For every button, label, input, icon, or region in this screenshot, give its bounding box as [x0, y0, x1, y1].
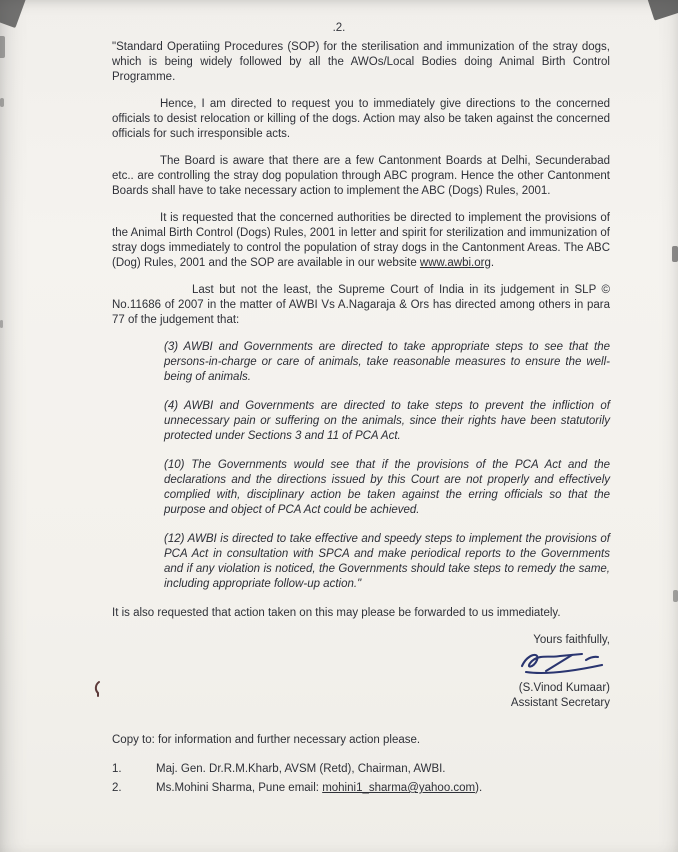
copy-to-heading: Copy to: for information and further necessary action please. — [112, 734, 421, 746]
signoff-block — [112, 633, 610, 711]
paragraph-sop: "Standard Operatiing Procedures (SOP) for the sterilisation and immunization of the stray dogs, which is being widely followed by all the AWOs/Local Bodies doing Animal Birth Control Programme. — [112, 41, 610, 83]
signature — [112, 650, 608, 681]
copy-to-item-2-after: ). — [475, 782, 483, 794]
paragraph-hence-request: Hence, I am directed to request you to immediately give directions to the concerned officials to desist relocation or killing of the dogs. Action may also be taken against the concerned officials for such irresponsible acts. — [112, 98, 610, 140]
copy-to-item-2-before: Ms.Mohini Sharma, Pune email: — [156, 782, 323, 794]
quote-para-4: (4) AWBI and Governments are directed to take steps to prevent the infliction of unnecessary pain or suffering on the animals, since their rights have been statutorily protected under Sections 3 and 11 of PCA Act. — [164, 400, 610, 442]
copy-to-item-1 — [112, 762, 610, 777]
copy-to-item-2 — [112, 781, 610, 796]
pen-mark — [92, 680, 104, 703]
scan-artifact — [672, 246, 678, 262]
signoff-salutation: Yours faithfully, — [533, 634, 610, 646]
copy-to-item-1-text: Maj. Gen. Dr.R.M.Kharb, AVSM (Retd), Chairman, AWBI. — [156, 763, 446, 775]
email-link: mohini1_sharma@yahoo.com — [322, 782, 476, 794]
copy-to-section — [112, 733, 610, 796]
awbi-website-link: www.awbi.org — [419, 257, 491, 269]
paragraph-abc-rules — [112, 211, 610, 271]
signoff-name: (S.Vinod Kumaar) — [518, 682, 610, 694]
closing-request-paragraph: It is also requested that action taken on this may please be forwarded to us immediately. — [112, 607, 561, 619]
signoff-title: Assistant Secretary — [510, 697, 610, 709]
quote-para-10: (10) The Governments would see that if the provisions of the PCA Act and the declarations and the directions issued by this Court are not properly and effectively complied with, disciplinary action be taken against the erring officials so that the purpose and object of PCA Act could be achieved. — [164, 459, 610, 516]
paragraph-abc-rules-period: . — [490, 257, 495, 269]
scan-artifact — [0, 36, 5, 58]
paragraph-abc-rules-text: It is requested that the concerned authorities be directed to implement the provisions of the Animal Birth Control (Dogs) Rules, 2001 in letter and spirit for sterilization and immunization of stray dogs immediately to control the population of stray dogs in the Cantonment Areas. The ABC (Dog) Rules, 2001 and the SOP are available in our website — [112, 212, 610, 269]
letter-body — [112, 40, 610, 800]
copy-to-item-1-number: 1. — [112, 763, 122, 775]
scan-artifact — [0, 98, 4, 107]
judgement-quotes — [164, 340, 610, 592]
scan-artifact — [673, 590, 678, 602]
page-number: .2. — [332, 22, 346, 34]
paragraph-supreme-court: Last but not the least, the Supreme Court of India in its judgement in SLP © No.11686 of 2007 in the matter of AWBI Vs A.Nagaraja & Ors has directed among others in para 77 of the judgement that: — [112, 284, 610, 326]
paragraph-cantonment-boards: The Board is aware that there are a few Cantonment Boards at Delhi, Secunderabad etc.. are controlling the stray dog population through ABC program. Hence the other Cantonment Boards shall have to take necessary action to implement the ABC (Dogs) Rules, 2001. — [112, 155, 610, 197]
scan-artifact — [647, 0, 678, 21]
copy-to-item-2-text — [156, 781, 482, 796]
scan-artifact — [0, 320, 3, 328]
quote-para-3: (3) AWBI and Governments are directed to take appropriate steps to see that the persons-in-charge or care of animals, take reasonable measures to ensure the well-being of animals. — [164, 341, 610, 383]
quote-para-12: (12) AWBI is directed to take effective and speedy steps to implement the provisions of PCA Act in consultation with SPCA and make periodical reports to the Governments and if any violation is noticed, the Governments should take steps to remedy the same, including appropriate follow-up action." — [164, 533, 610, 590]
copy-to-item-2-number: 2. — [112, 782, 122, 794]
